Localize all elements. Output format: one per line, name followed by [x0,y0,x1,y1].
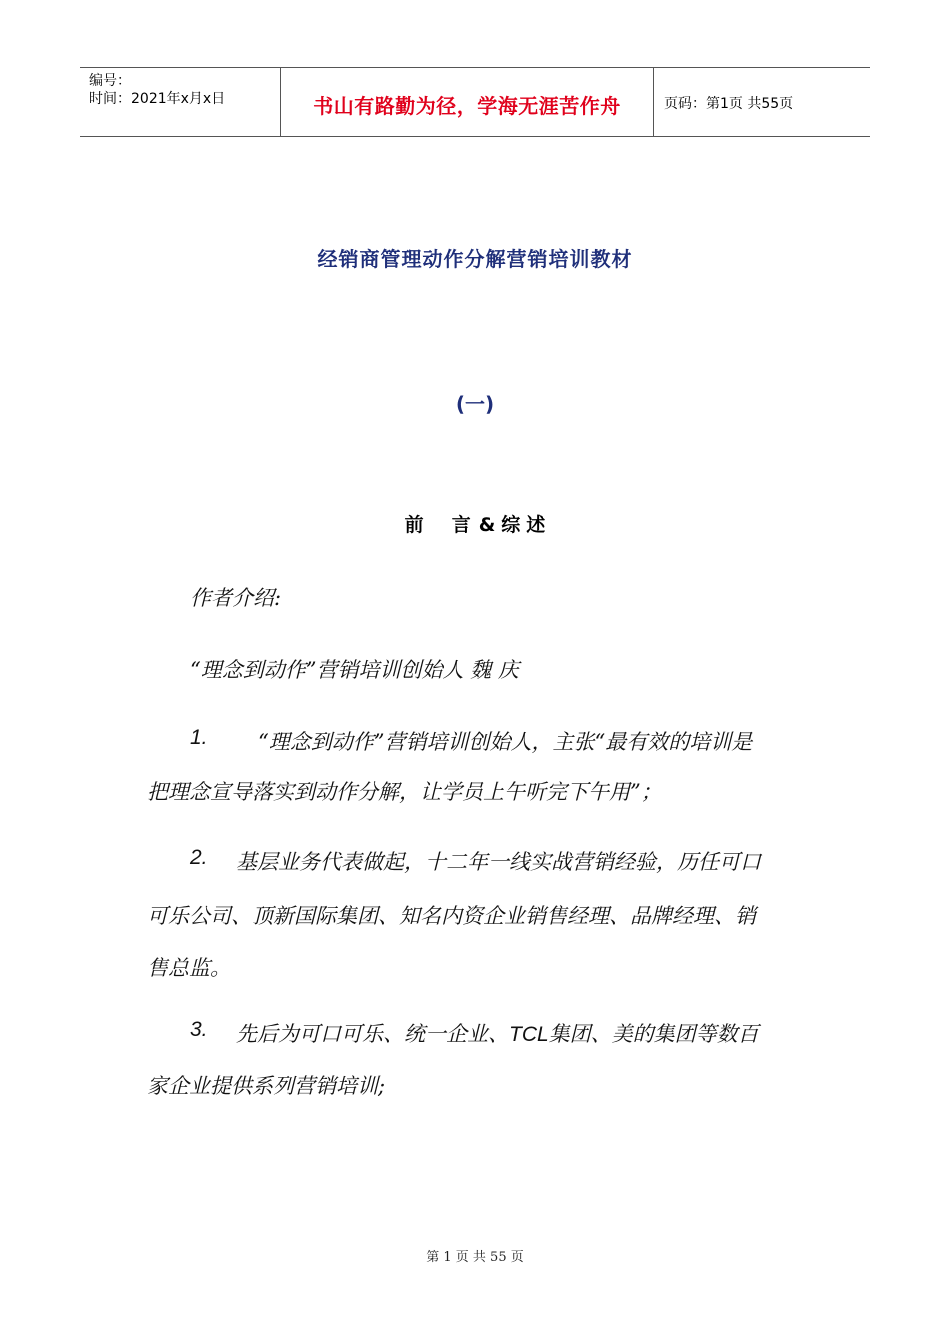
paragraph-text: TCL [509,1023,549,1046]
item-number: 1. [190,726,208,749]
section-heading-char: 综 [501,514,521,536]
paragraph-line: 把理念宣导落实到动作分解，让学员上午听完下午用”； [147,780,662,804]
section-heading-char: 言 [451,514,471,536]
number-label: 编号： [89,73,131,89]
paragraph-text: 先后为可口可乐、统一企业、 [236,1022,509,1046]
author-label: 作者介绍: [190,586,282,610]
header-motto: 书山有路勤为径，学海无涯苦作舟 [281,68,654,136]
time-label: 时间：2021年x月x日 [89,91,226,107]
section-heading-char: & [478,514,496,536]
paragraph-line: 基层业务代表做起，十二年一线实战营销经验，历任可口 [236,850,761,874]
header-page-info: 页码：第1页 共55页 [664,96,794,112]
item-number: 3. [190,1018,208,1041]
page-footer: 第 1 页 共 55 页 [426,1250,524,1265]
paragraph-line: 售总监。 [147,956,231,980]
document-title: 经销商管理动作分解营销培训教材 [317,247,633,271]
author-line: “理念到动作”营销培训创始人 魏 庆 [190,658,519,682]
paragraph-line: 家企业提供系列营销培训; [147,1074,386,1098]
section-heading-char: 述 [526,514,546,536]
section-heading-char: 前 [404,514,424,536]
part-number: (一) [455,392,495,416]
paragraph-text: 集团、美的集团等数百 [548,1022,759,1046]
paragraph-line: 可乐公司、顶新国际集团、知名内资企业销售经理、品牌经理、销 [147,904,756,928]
paragraph-line: “理念到动作”营销培训创始人，主张“最有效的培训是 [258,730,753,754]
paragraph-line [236,1018,759,1048]
item-number: 2. [190,846,208,869]
